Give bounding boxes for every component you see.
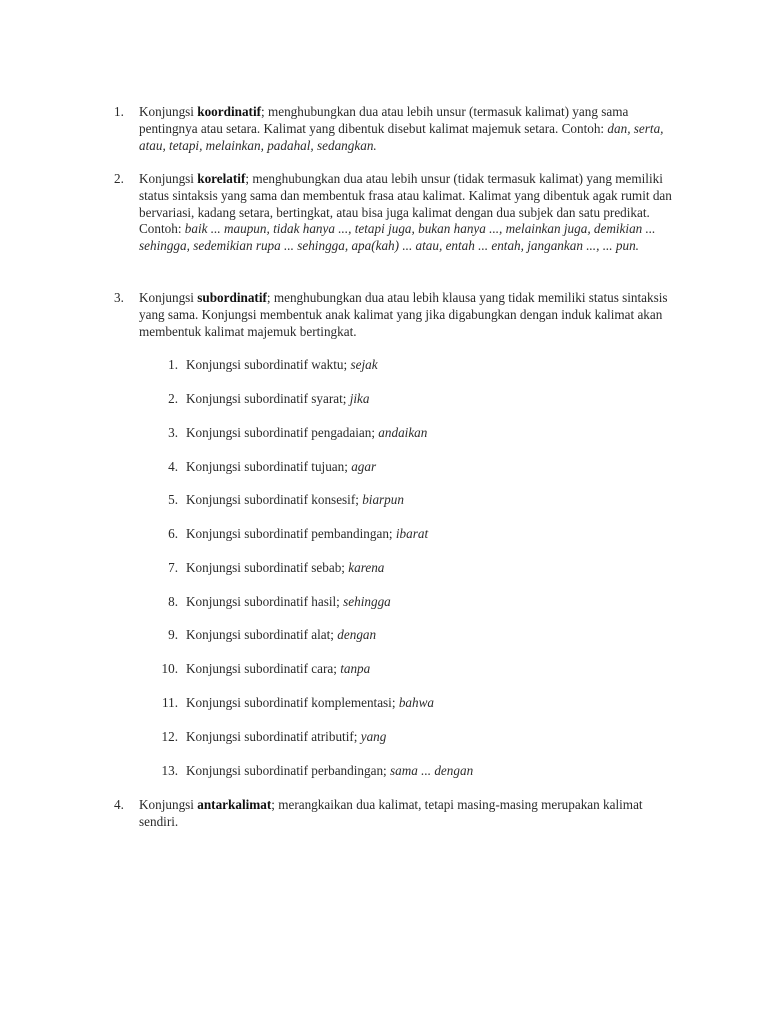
- sublist-number: 7.: [168, 560, 178, 575]
- sublist-item: [161, 729, 646, 746]
- list-number: 4.: [114, 797, 124, 812]
- sublist-item: [168, 526, 646, 543]
- list-item-korelatif: [114, 171, 679, 255]
- sublist-example: jika: [349, 391, 370, 406]
- sublist-label: Konjungsi subordinatif alat;: [186, 627, 338, 642]
- item-prefix: Konjungsi: [139, 290, 198, 305]
- sublist-item: [168, 594, 646, 611]
- item-term: subordinatif: [197, 290, 267, 305]
- sublist-example: dengan: [337, 627, 377, 642]
- sublist-number: 2.: [168, 391, 178, 406]
- sublist-example: yang: [360, 729, 387, 744]
- list-item-antarkalimat: [114, 797, 679, 831]
- item-term: antarkalimat: [197, 797, 272, 812]
- item-examples: dan, serta, atau, tetapi, melainkan, padahal, sedangkan.: [139, 120, 664, 153]
- sublist-label: Konjungsi subordinatif sebab;: [186, 560, 349, 575]
- sublist-item: [168, 627, 646, 644]
- item-text: ; merangkaikan dua kalimat, tetapi masing-masing merupakan kalimat sendiri.: [139, 797, 643, 829]
- item-text: ; menghubungkan dua atau lebih unsur (termasuk kalimat) yang sama pentingnya atau setara. Kalimat yang dibentuk disebut kalimat majemuk setara. Contoh:: [139, 104, 629, 136]
- item-prefix: Konjungsi: [139, 171, 198, 186]
- sublist-label: Konjungsi subordinatif pembandingan;: [186, 526, 396, 541]
- sublist-label: Konjungsi subordinatif perbandingan;: [186, 763, 391, 778]
- item-term: koordinatif: [197, 104, 261, 119]
- sublist-item: [161, 661, 646, 678]
- sublist-item: [168, 560, 646, 577]
- sublist-number: 4.: [168, 459, 178, 474]
- list-number: 2.: [114, 171, 124, 186]
- sublist-item: [168, 492, 646, 509]
- sublist-label: Konjungsi subordinatif atributif;: [186, 729, 361, 744]
- item-term: korelatif: [197, 171, 246, 186]
- sublist-item: [168, 357, 646, 374]
- sublist-item: [168, 459, 646, 476]
- sublist-number: 9.: [168, 627, 178, 642]
- item-text: ; menghubungkan dua atau lebih unsur (tidak termasuk kalimat) yang memiliki status sintaksis yang sama dan membentuk frasa atau kalimat. Kalimat yang dibentuk agak rumit dan bervariasi, kadang setara, bertingkat, atau bisa juga kalimat dengan dua subjek dan satu predikat. Contoh:: [139, 171, 672, 237]
- sublist-item: [168, 391, 646, 408]
- item-prefix: Konjungsi: [139, 797, 198, 812]
- sublist-label: Konjungsi subordinatif cara;: [186, 661, 341, 676]
- sublist-item: [162, 695, 646, 712]
- sublist-number: 11.: [162, 695, 178, 710]
- sublist-example: tanpa: [340, 661, 371, 676]
- sublist-label: Konjungsi subordinatif tujuan;: [186, 459, 352, 474]
- item-prefix: Konjungsi: [139, 104, 198, 119]
- item-text: ; menghubungkan dua atau lebih klausa yang tidak memiliki status sintaksis yang sama. Konjungsi membentuk anak kalimat yang jika digabungkan dengan induk kalimat akan membentuk kalimat majemuk bertingkat.: [139, 290, 668, 339]
- sublist-number: 12.: [161, 729, 178, 744]
- sublist-number: 6.: [168, 526, 178, 541]
- sublist-label: Konjungsi subordinatif hasil;: [186, 594, 344, 609]
- item-examples: baik ... maupun, tidak hanya ..., tetapi juga, bukan hanya ..., melainkan juga, demikian ... sehingga, sedemikian rupa ... sehingga, apa(kah) ... atau, entah ... entah, jangankan ..., ... pun.: [139, 221, 656, 254]
- list-number: 1.: [114, 104, 124, 119]
- list-number: 3.: [114, 290, 124, 305]
- sublist-label: Konjungsi subordinatif konsesif;: [186, 492, 363, 507]
- sublist-number: 1.: [168, 357, 178, 372]
- sublist-label: Konjungsi subordinatif waktu;: [186, 357, 351, 372]
- sublist-number: 8.: [168, 594, 178, 609]
- sublist-example: biarpun: [362, 492, 404, 507]
- list-item-subordinatif: [114, 290, 679, 340]
- sublist-example: bahwa: [398, 695, 434, 710]
- sublist-item: [161, 763, 646, 780]
- list-item-koordinatif: [114, 104, 679, 154]
- sublist-number: 10.: [161, 661, 178, 676]
- sublist-label: Konjungsi subordinatif komplementasi;: [186, 695, 399, 710]
- sublist-example: andaikan: [378, 425, 428, 440]
- sublist-item: [168, 425, 646, 442]
- sublist-example: sejak: [350, 357, 378, 372]
- sublist-example: sehingga: [343, 594, 391, 609]
- sublist-example: karena: [348, 560, 385, 575]
- sublist-number: 3.: [168, 425, 178, 440]
- sublist-example: sama ... dengan: [390, 763, 474, 778]
- sublist-number: 13.: [161, 763, 178, 778]
- sublist-number: 5.: [168, 492, 178, 507]
- sublist-label: Konjungsi subordinatif pengadaian;: [186, 425, 379, 440]
- sublist-example: ibarat: [395, 526, 429, 541]
- sublist-example: agar: [351, 459, 377, 474]
- sublist-label: Konjungsi subordinatif syarat;: [186, 391, 350, 406]
